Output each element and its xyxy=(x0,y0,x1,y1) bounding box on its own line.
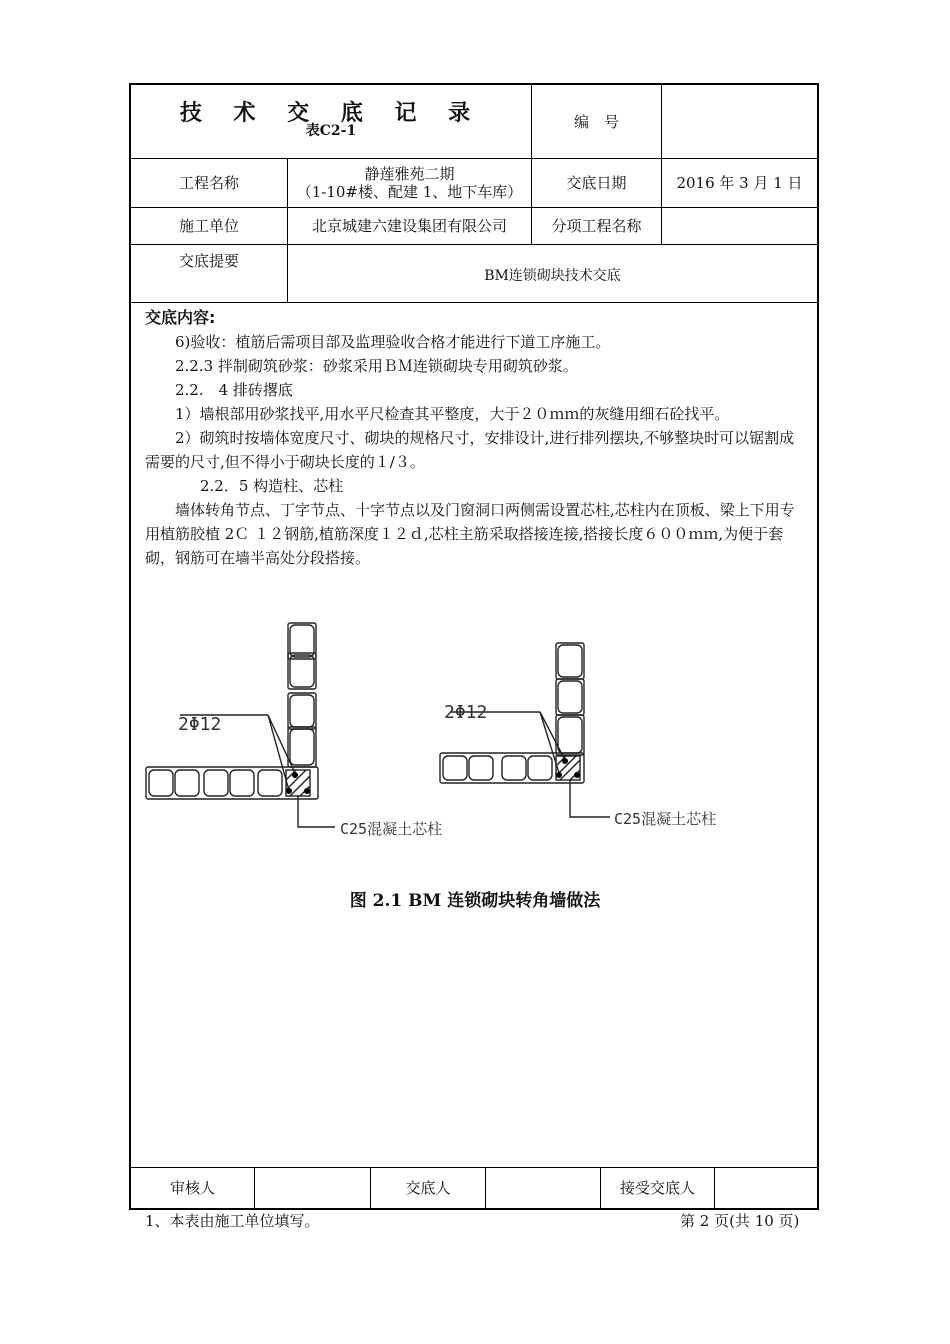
number-value[interactable] xyxy=(662,85,817,158)
content-paragraph: 2.2. 4 排砖撂底 xyxy=(175,381,293,399)
block xyxy=(288,727,316,767)
block-cell xyxy=(149,770,173,796)
contractor-label: 施工单位 xyxy=(178,217,239,235)
rebar-dot xyxy=(556,772,562,778)
block-cell xyxy=(290,655,314,687)
project-name-value xyxy=(288,159,531,207)
row-divider xyxy=(129,244,819,245)
number-label: 编 号 xyxy=(573,112,619,131)
rebar-label-right: 2Φ12 xyxy=(444,702,488,723)
rebar-label-left: 2Φ12 xyxy=(178,714,222,735)
content-paragraph: 2.2．5 构造柱、芯柱 xyxy=(200,477,344,495)
block xyxy=(288,693,316,729)
block-cell xyxy=(558,645,582,677)
date-label: 交底日期 xyxy=(566,174,627,192)
block-cell xyxy=(558,717,582,753)
block-cell xyxy=(290,729,314,765)
block-cell xyxy=(175,770,199,796)
right-corner-detail xyxy=(440,643,610,817)
block xyxy=(556,643,584,679)
row-divider xyxy=(129,302,819,303)
content-body xyxy=(145,306,805,570)
block-cell xyxy=(204,770,228,796)
reviewer-label: 审核人 xyxy=(169,1179,215,1197)
subproject-value[interactable] xyxy=(662,208,817,244)
core-label-left: C25混凝土芯柱 xyxy=(340,820,443,838)
form-title: 技 术 交 底 记 录 xyxy=(179,99,483,126)
project-name-line2: （1-10#楼、配建 1、地下车库） xyxy=(296,183,523,201)
title-block xyxy=(131,85,531,158)
rebar-dot xyxy=(304,788,310,794)
date-value: 2016 年 3 月 1 日 xyxy=(676,174,803,192)
block-cell xyxy=(290,625,314,657)
project-name-line1: 静莲雅苑二期 xyxy=(364,165,455,183)
content-paragraph: 墙体转角节点、丁字节点、十字节点以及门窗洞口两侧需设置芯柱,芯柱内在顶板、梁上下用专用植筋胶植 2Ｃ １２钢筋,植筋深度１２ｄ,芯柱主筋采取搭接连接,搭接长度６００ｍｍ,为便于套砌，钢筋可在墙半高处分段搭接。 xyxy=(145,501,795,567)
block-cell xyxy=(258,770,282,796)
block-cell xyxy=(502,756,526,780)
rebar-dot xyxy=(286,788,292,794)
block-cell xyxy=(528,756,552,780)
block-cell xyxy=(469,756,493,780)
block-cell xyxy=(230,770,254,796)
block-cell xyxy=(558,681,582,713)
content-paragraph: 1）墙根部用砂浆找平,用水平尺检查其平整度，大于２０ｍｍ的灰缝用细石砼找平。 xyxy=(175,405,730,423)
subproject-label: 分项工程名称 xyxy=(551,217,642,235)
leader-line xyxy=(298,795,335,827)
block xyxy=(556,715,584,755)
summary-label: 交底提要 xyxy=(178,252,239,270)
content-paragraph: 2）砌筑时按墙体宽度尺寸、砌块的规格尺寸，安排设计,进行排列摆块,不够整块时可以锯割成需要的尺寸,但不得小于砌块长度的１/３。 xyxy=(145,429,795,471)
summary-value: BM连锁砌块技术交底 xyxy=(484,268,621,284)
figure-caption: 图 2.1 BM 连锁砌块转角墙做法 xyxy=(349,891,601,911)
rebar-dot xyxy=(574,772,580,778)
rebar-dot xyxy=(562,758,568,764)
block xyxy=(556,679,584,715)
page-number: 第 2 页(共 10 页) xyxy=(680,1212,800,1230)
left-corner-detail xyxy=(146,623,335,827)
form-code: 表C2-1 xyxy=(305,122,357,139)
content-paragraph: 2.2.3 拌制砌筑砂浆：砂浆采用ＢＭ连锁砌块专用砌筑砂浆。 xyxy=(175,357,578,375)
content-heading: 交底内容: xyxy=(145,308,216,327)
discloser-field[interactable] xyxy=(486,1168,600,1208)
project-name-label: 工程名称 xyxy=(178,174,239,192)
reviewer-field[interactable] xyxy=(255,1168,370,1208)
core-label-right: C25混凝土芯柱 xyxy=(614,810,717,828)
leader-line xyxy=(570,780,610,817)
footer-note: 1、本表由施工单位填写。 xyxy=(145,1212,320,1230)
receiver-label: 接受交底人 xyxy=(619,1179,695,1197)
contractor-value: 北京城建六建设集团有限公司 xyxy=(311,217,507,235)
content-paragraph: 6)验收：植筋后需项目部及监理验收合格才能进行下道工序施工。 xyxy=(175,333,611,351)
block-cell xyxy=(443,756,467,780)
block-cell xyxy=(290,695,314,727)
receiver-field[interactable] xyxy=(715,1168,817,1208)
discloser-label: 交底人 xyxy=(405,1179,451,1197)
rebar-dot xyxy=(292,772,298,778)
